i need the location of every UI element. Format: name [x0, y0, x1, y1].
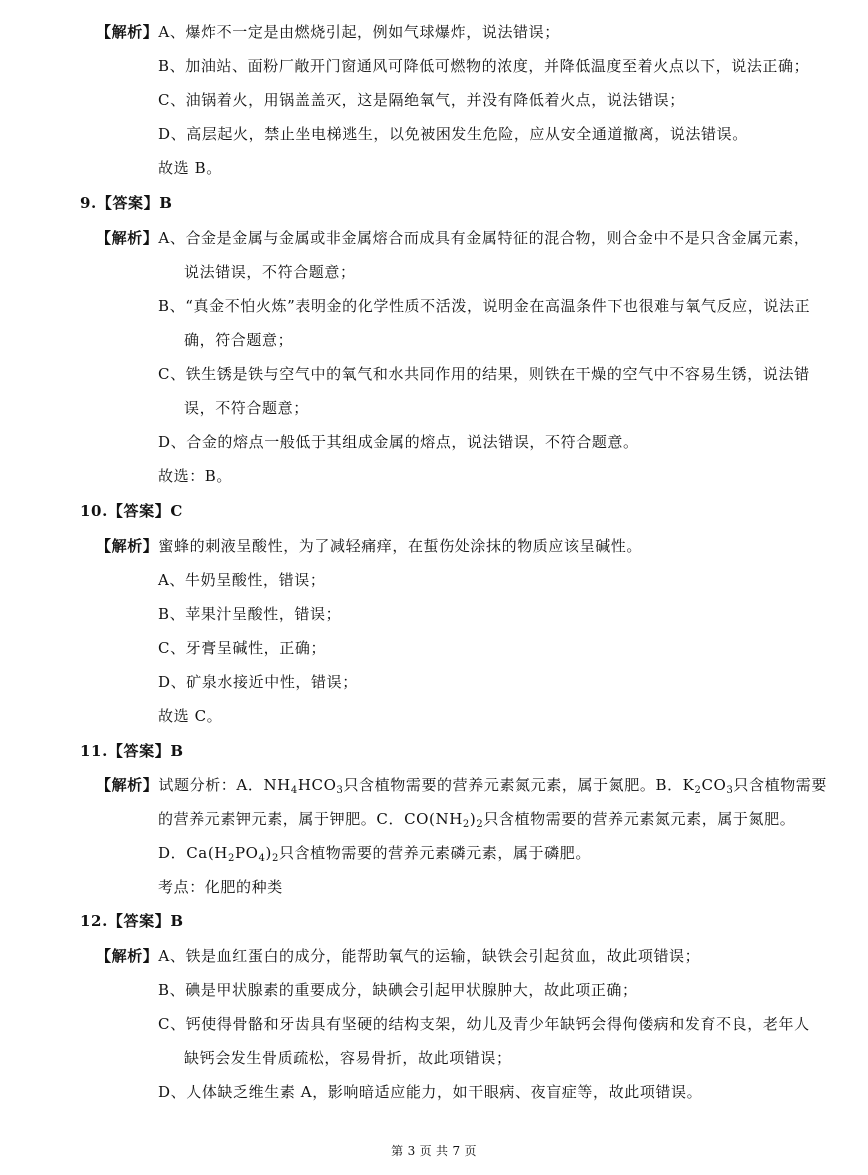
q10-conclusion: 故选 C。 — [158, 707, 223, 725]
q11-kaodian: 考点：化肥的种类 — [158, 878, 283, 896]
subscript: 2 — [271, 853, 279, 864]
q9-option-c-2: 误，不符合题意； — [184, 399, 309, 417]
answer-value: B — [170, 912, 184, 930]
q12-option-c-2: 缺钙会发生骨质疏松，容易骨折，故此项错误； — [184, 1049, 512, 1067]
question-number: 12. — [80, 912, 108, 930]
answer-label: 【答案】 — [107, 912, 171, 930]
answer-value: B — [170, 742, 184, 760]
analysis-label: 【解析】 — [96, 537, 159, 555]
subscript: 2 — [462, 819, 470, 830]
answer-value: B — [159, 194, 173, 212]
q9-conclusion: 故选：B。 — [158, 467, 233, 485]
q11-answer-heading — [80, 741, 184, 761]
answer-value: C — [170, 502, 183, 520]
answer-label: 【答案】 — [107, 742, 171, 760]
subscript: 2 — [227, 853, 235, 864]
q12-option-c-1: C、钙使得骨骼和牙齿具有坚硬的结构支架，幼儿及青少年缺钙会得佝偻病和发育不良，老年人 — [158, 1015, 810, 1033]
q12-analysis-line-a — [96, 946, 700, 966]
q11-text: PO — [234, 844, 259, 862]
question-number: 9. — [80, 194, 97, 212]
q10-option-c: C、牙膏呈碱性，正确； — [158, 639, 327, 657]
q11-text: HCO — [297, 776, 337, 794]
q10-analysis-line-intro — [96, 536, 642, 556]
answer-label: 【答案】 — [96, 194, 160, 212]
q11-analysis-line-3 — [158, 843, 591, 863]
q10-intro: 蜜蜂的刺液呈酸性，为了减轻痛痒，在蜇伤处涂抹的物质应该呈碱性。 — [158, 537, 643, 555]
q11-analysis-line-2 — [158, 809, 795, 829]
q8-analysis-line-a — [96, 22, 560, 42]
q12-option-d: D、人体缺乏维生素 A，影响暗适应能力，如干眼病、夜盲症等，故此项错误。 — [158, 1083, 703, 1101]
subscript: 3 — [726, 785, 734, 796]
q12-option-a: A、铁是血红蛋白的成分，能帮助氧气的运输，缺铁会引起贫血，故此项错误； — [158, 947, 701, 965]
q12-option-b: B、碘是甲状腺素的重要成分，缺碘会引起甲状腺肿大，故此项正确； — [158, 981, 638, 999]
q8-option-d: D、高层起火，禁止坐电梯逃生，以免被困发生危险，应从安全通道撤离，说法错误。 — [158, 125, 748, 143]
analysis-label: 【解析】 — [96, 229, 159, 247]
page-number: 第 3 页 共 7 页 — [391, 1144, 477, 1158]
q9-option-b-1: B、“真金不怕火炼”表明金的化学性质不活泼，说明金在高温条件下也很难与氧气反应，说法正 — [158, 297, 811, 315]
q11-text: D．Ca(H — [158, 844, 228, 862]
q8-conclusion: 故选 B。 — [158, 159, 222, 177]
q9-answer-heading — [80, 193, 173, 213]
q12-answer-heading — [80, 911, 184, 931]
subscript: 4 — [258, 853, 266, 864]
q11-text: 只含植物需要 — [733, 776, 828, 794]
analysis-label: 【解析】 — [96, 776, 159, 794]
q11-text: 只含植物需要的营养元素磷元素，属于磷肥。 — [278, 844, 591, 862]
answer-label: 【答案】 — [107, 502, 171, 520]
q11-text: ) — [469, 810, 477, 828]
q11-text: 的营养元素钾元素，属于钾肥。C．CO(NH — [158, 810, 463, 828]
q8-option-a: A、爆炸不一定是由燃烧引起，例如气球爆炸，说法错误； — [158, 23, 560, 41]
q11-text: 试题分析：A．NH — [158, 776, 291, 794]
subscript: 3 — [336, 785, 344, 796]
q9-option-d: D、合金的熔点一般低于其组成金属的熔点，说法错误，不符合题意。 — [158, 433, 639, 451]
q10-option-b: B、苹果汁呈酸性，错误； — [158, 605, 342, 623]
question-number: 11. — [80, 742, 108, 760]
q10-answer-heading — [80, 501, 183, 521]
analysis-label: 【解析】 — [96, 23, 159, 41]
q10-option-d: D、矿泉水接近中性，错误； — [158, 673, 358, 691]
question-number: 10. — [80, 502, 108, 520]
q9-option-c-1: C、铁生锈是铁与空气中的氧气和水共同作用的结果，则铁在干燥的空气中不容易生锈，说法错 — [158, 365, 810, 383]
q10-option-a: A、牛奶呈酸性，错误； — [158, 571, 326, 589]
q11-analysis-line-1 — [96, 775, 827, 795]
q11-text: 只含植物需要的营养元素氮元素，属于氮肥。B．K — [343, 776, 695, 794]
q9-option-b-2: 确，符合题意； — [184, 331, 294, 349]
q8-option-c: C、油锅着火，用锅盖盖灭，这是隔绝氧气，并没有降低着火点，说法错误； — [158, 91, 685, 109]
subscript: 4 — [290, 785, 298, 796]
analysis-label: 【解析】 — [96, 947, 159, 965]
q9-option-a-2: 说法错误，不符合题意； — [184, 263, 356, 281]
q11-text: 只含植物需要的营养元素氮元素，属于氮肥。 — [483, 810, 796, 828]
q8-option-b: B、加油站、面粉厂敞开门窗通风可降低可燃物的浓度，并降低温度至着火点以下，说法正确； — [158, 57, 810, 75]
subscript: 2 — [476, 819, 484, 830]
subscript: 2 — [694, 785, 702, 796]
q9-option-a-1: A、合金是金属与金属或非金属熔合而成具有金属特征的混合物，则合金中不是只含金属元素， — [158, 229, 810, 247]
q11-text: CO — [701, 776, 727, 794]
q11-text: ) — [265, 844, 272, 862]
q9-analysis-line-a — [96, 228, 809, 248]
